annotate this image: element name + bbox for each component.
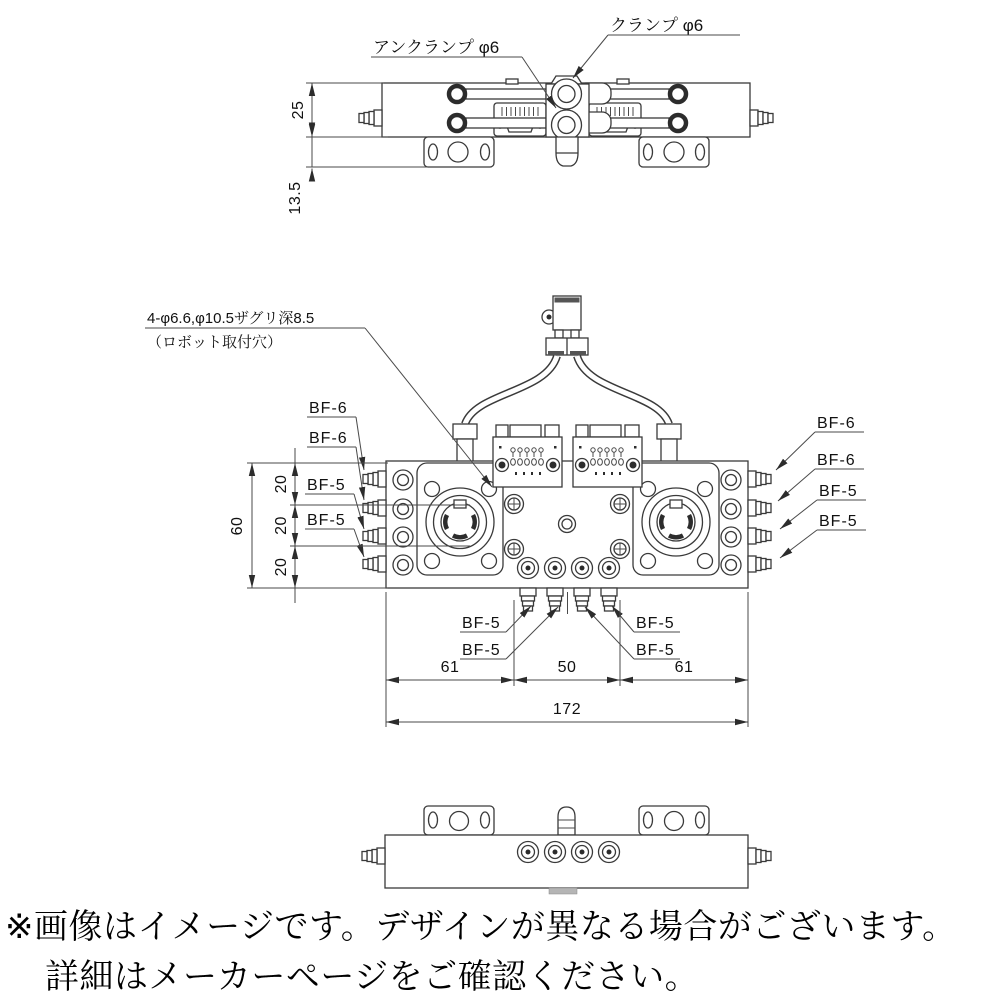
dim-bracket-offset: 13.5 [287, 181, 304, 215]
port-label-left-3: BF-5 [307, 477, 346, 494]
port-label-right-3: BF-5 [819, 483, 858, 500]
top-view-drawing [287, 16, 773, 215]
robot-mount-hole [611, 540, 630, 559]
port-label-left-4: BF-5 [307, 512, 346, 529]
clamp-port-block [546, 76, 611, 166]
tie-rod-bottom-left [449, 115, 546, 131]
port-label-right-2: BF-6 [817, 452, 856, 469]
manifold-body-bottom [385, 835, 748, 888]
connector-front-left [493, 425, 562, 487]
dim-pitch-2: 20 [273, 516, 290, 535]
dim-total-height: 60 [229, 516, 246, 536]
bottom-view-drawing [362, 806, 771, 894]
air-tube-right [577, 356, 669, 424]
port-label-left-2: BF-6 [309, 430, 348, 447]
port-label-right-4: BF-5 [819, 513, 858, 530]
coupler-flange-left [417, 463, 503, 575]
dim-bar-height: 25 [290, 100, 307, 120]
robot-mount-hole [505, 495, 524, 514]
dim-span-right: 61 [674, 659, 694, 676]
center-nozzle [558, 807, 575, 835]
dim-total-width: 172 [552, 701, 582, 718]
disclaimer-line-2: 詳細はメーカーページをご確認ください。 [45, 958, 700, 996]
port-label-bottom-right-1: BF-5 [636, 615, 675, 632]
side-fitting-right-icon [750, 110, 773, 126]
side-fitting-left-icon [359, 110, 382, 126]
mount-note-line1: 4-φ6.6,φ10.5ザグリ深8.5 [147, 310, 315, 327]
connector-front-right [573, 425, 642, 487]
port-label-bottom-left-2: BF-5 [462, 642, 501, 659]
port-label-right-1: BF-6 [817, 415, 856, 432]
robot-mount-hole [505, 540, 524, 559]
mount-bracket-right [639, 137, 709, 167]
mount-bracket-left [424, 137, 494, 167]
disclaimer-line-1: ※画像はイメージです。デザインが異なる場合がございます。 [5, 908, 957, 946]
dim-span-center: 50 [557, 659, 577, 676]
clamp-port-label: クランプ φ6 [610, 16, 704, 35]
port-label-bottom-left-1: BF-5 [462, 615, 501, 632]
dim-pitch-3: 20 [273, 557, 290, 577]
mount-bracket-left [424, 806, 494, 835]
dim-pitch-1: 20 [273, 474, 290, 494]
dim-span-left: 61 [440, 659, 460, 676]
unclamp-port-label: アンクランプ φ6 [373, 38, 500, 57]
air-tube-left [465, 356, 557, 424]
tie-rod-top-left [449, 86, 546, 102]
coupler-flange-right [633, 463, 719, 575]
air-supply-fitting [542, 296, 588, 355]
mount-note-line2: （ロボット取付穴） [147, 334, 283, 351]
front-view-drawing [145, 296, 866, 727]
robot-mount-hole [611, 495, 630, 514]
mount-bracket-right [639, 806, 709, 835]
port-label-bottom-right-2: BF-5 [636, 642, 675, 659]
port-label-left-1: BF-6 [309, 400, 348, 417]
